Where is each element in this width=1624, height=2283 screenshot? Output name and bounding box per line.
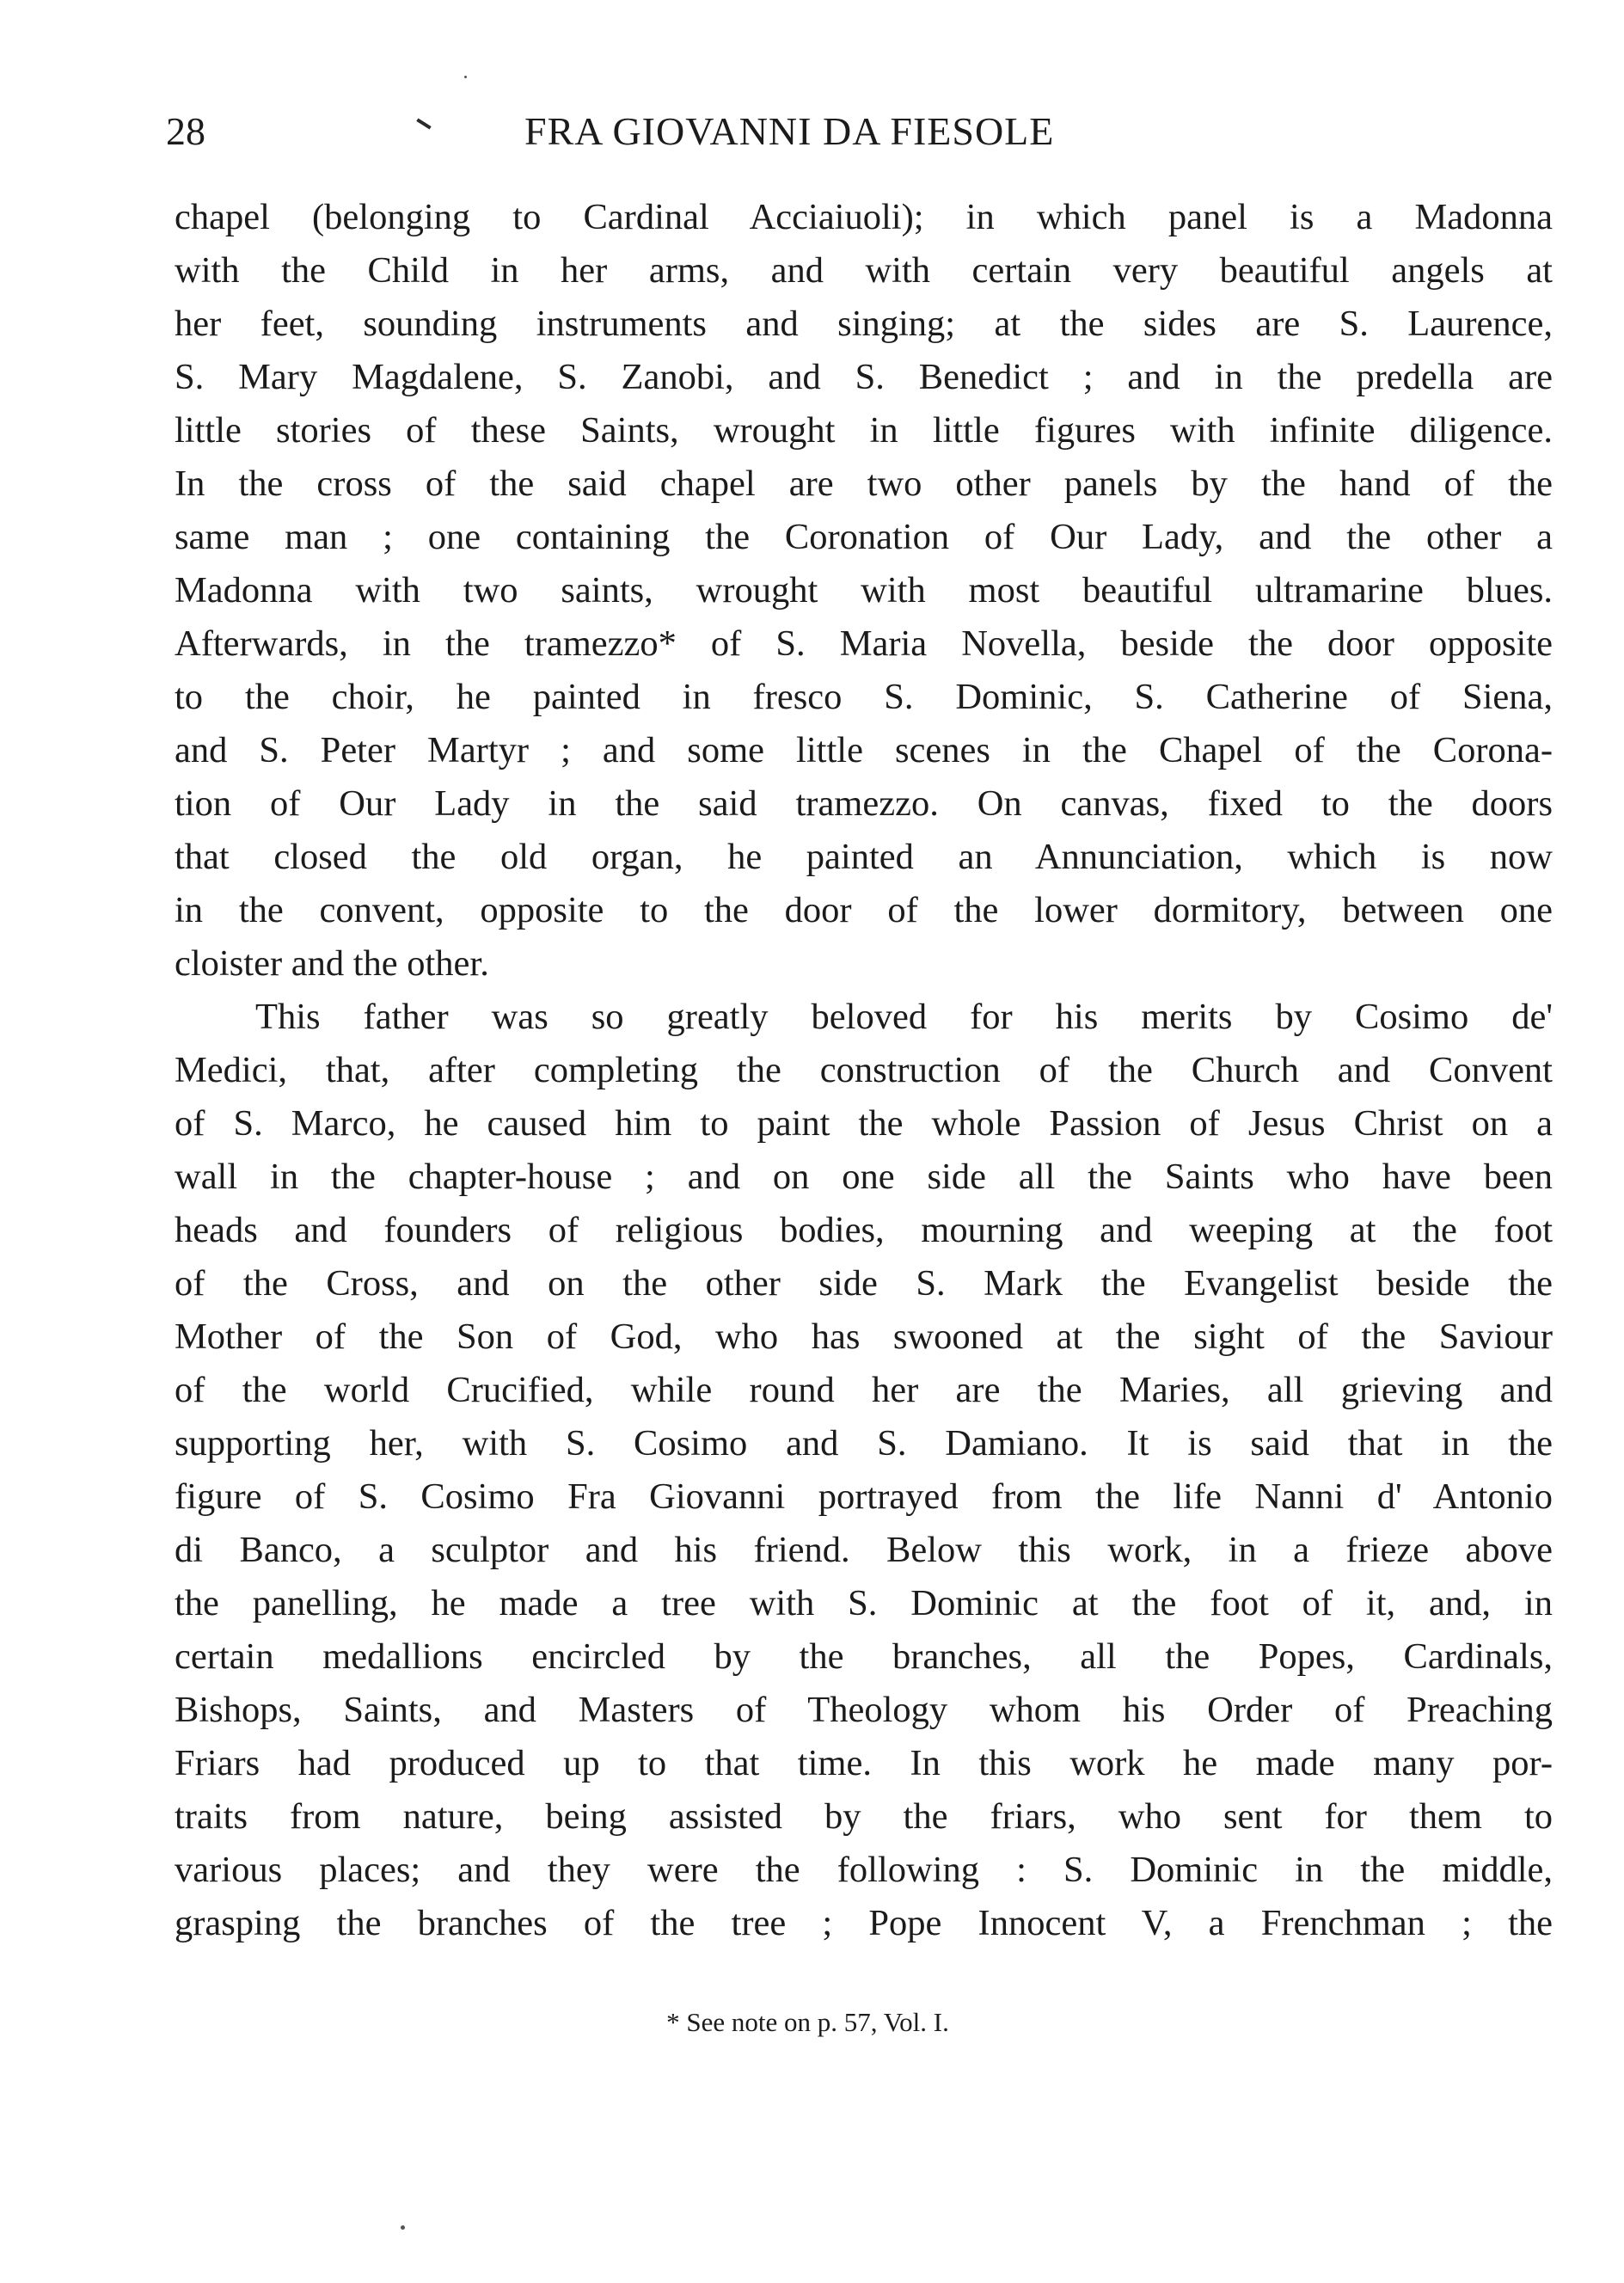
footnote [0, 2004, 1624, 2041]
text-line: Friars had produced up to that time. In this work he made many por- [175, 1743, 1553, 1783]
text-line: heads and founders of religious bodies, mourning and weeping at the foot [175, 1210, 1553, 1250]
text-line: chapel (belonging to Cardinal Acciaiuoli); in which panel is a Madonna [175, 197, 1553, 237]
text-line: and S. Peter Martyr ; and some little scenes in the Chapel of the Corona- [175, 730, 1553, 770]
footnote-text: * See note on p. 57, Vol. I. [666, 2007, 949, 2037]
page-number: 28 [166, 109, 205, 153]
body-text [175, 191, 1553, 1950]
text-line: grasping the branches of the tree ; Pope Innocent V, a Frenchman ; the [175, 1903, 1553, 1943]
text-line: to the choir, he painted in fresco S. Dominic, S. Catherine of Siena, [175, 677, 1553, 717]
text-line: Medici, that, after completing the construction of the Church and Convent [175, 1050, 1553, 1090]
text-line: certain medallions encircled by the branches, all the Popes, Cardinals, [175, 1636, 1553, 1677]
text-line: Mother of the Son of God, who has swooned at the sight of the Saviour [175, 1316, 1553, 1357]
text-line: little stories of these Saints, wrought in little figures with infinite diligence. [175, 410, 1553, 451]
text-line: in the convent, opposite to the door of the lower dormitory, between one [175, 890, 1553, 930]
stray-ink-mark [416, 119, 431, 130]
text-line: In the cross of the said chapel are two other panels by the hand of the [175, 463, 1553, 504]
text-line: of S. Marco, he caused him to paint the whole Passion of Jesus Christ on a [175, 1103, 1553, 1144]
text-line: of the world Crucified, while round her are the Maries, all grieving and [175, 1370, 1553, 1410]
text-line: tion of Our Lady in the said tramezzo. On canvas, fixed to the doors [175, 783, 1553, 824]
text-line: di Banco, a sculptor and his friend. Below this work, in a frieze above [175, 1530, 1553, 1570]
text-line: Afterwards, in the tramezzo* of S. Maria Novella, beside the door opposite [175, 623, 1553, 664]
text-line: various places; and they were the following : S. Dominic in the middle, [175, 1850, 1553, 1890]
text-line: of the Cross, and on the other side S. Mark the Evangelist beside the [175, 1263, 1553, 1304]
text-line: wall in the chapter-house ; and on one side all the Saints who have been [175, 1157, 1553, 1197]
text-line: the panelling, he made a tree with S. Dominic at the foot of it, and, in [175, 1583, 1553, 1623]
text-line: traits from nature, being assisted by the friars, who sent for them to [175, 1796, 1553, 1837]
text-line: that closed the old organ, he painted an Annunciation, which is now [175, 837, 1553, 877]
text-line: Madonna with two saints, wrought with most beautiful ultramarine blues. [175, 570, 1553, 611]
text-line: Bishops, Saints, and Masters of Theology whom his Order of Preaching [175, 1690, 1553, 1730]
text-line: same man ; one containing the Coronation of Our Lady, and the other a [175, 517, 1553, 557]
text-line: with the Child in her arms, and with certain very beautiful angels at [175, 250, 1553, 291]
text-line: S. Mary Magdalene, S. Zanobi, and S. Benedict ; and in the predella are [175, 357, 1553, 397]
text-line: figure of S. Cosimo Fra Giovanni portrayed from the life Nanni d' Antonio [175, 1476, 1553, 1517]
text-line: cloister and the other. [175, 943, 489, 984]
text-line: her feet, sounding instruments and singing; at the sides are S. Laurence, [175, 304, 1553, 344]
stray-ink-speck [401, 2225, 405, 2230]
paragraph-start-line: This father was so greatly beloved for his merits by Cosimo de' [255, 997, 1553, 1037]
stray-ink-speck [464, 76, 467, 78]
text-line: supporting her, with S. Cosimo and S. Damiano. It is said that in the [175, 1423, 1553, 1464]
running-title: FRA GIOVANNI DA FIESOLE [524, 109, 1055, 153]
page-header [0, 101, 1624, 162]
